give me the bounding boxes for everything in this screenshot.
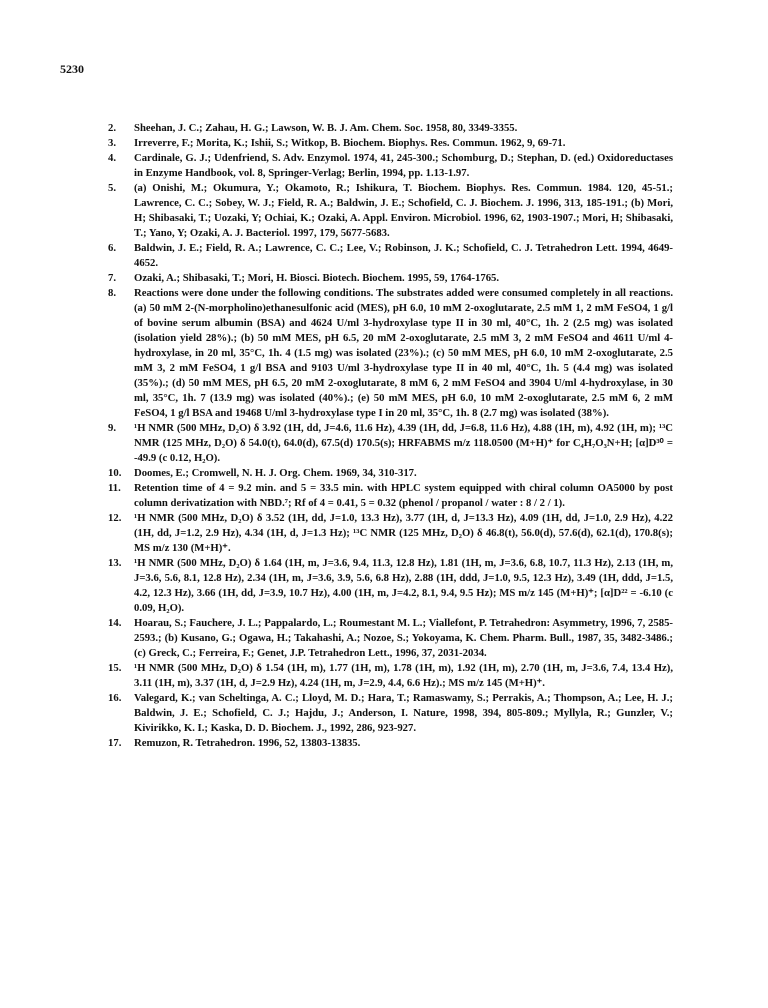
reference-number: 17. [108, 737, 122, 749]
reference-item [108, 466, 673, 481]
reference-item [108, 241, 673, 271]
reference-number: 12. [108, 512, 122, 524]
reference-number: 8. [108, 287, 117, 299]
reference-text: Baldwin, J. E.; Field, R. A.; Lawrence, C. C.; Lee, V.; Robinson, J. K.; Schofield, C. J. Tetrahedron Lett. 1994, 4649-4652. [134, 242, 673, 269]
reference-text: Reactions were done under the following conditions. The substrates added were consumed completely in all reactions. (a) 50 mM 2-(N-morpholino)ethanesulfonic acid (MES), pH 6.0, 10 mM 2-oxoglutarate, 2.5 mM 1, 2 mM FeSO4, 1 g/l of bovine serum albumin (BSA) and 4624 U/ml 3-hydroxylase type II in 30 ml, 40°C, 1h. 2 (2.5 mg) was isolated (isolation yield 28%).; (b) 50 mM MES, pH 6.5, 20 mM 2-oxoglutarate, 2.5 mM 3, 2 mM FeSO4 and 4611 U/ml 4-hydroxylase, in 20 ml, 35°C, 1h. 4 (1.5 mg) was isolated (23%).; (c) 50 mM MES, pH 6.0, 10 mM 2-oxoglutarate, 2.5 mM 3, 2 mM FeSO4, 1 g/l BSA and 9103 U/ml 3-hydroxylase type II in 40 ml, 40°C, 1h. 5 (4.4 mg) was isolated (35%).; (d) 50 mM MES, pH 6.5, 20 mM 2-oxoglutarate, 8 mM 6, 2 mM FeSO4 and 3904 U/ml 4-hydroxylase, in 30 ml, 35°C, 1h. 7 (13.9 mg) was isolated (40%).; (e) 50 mM MES, pH 6.0, 10 mM 2-oxoglutarate, 2.5 mM 6, 2 mM FeSO4, 1 g/l BSA and 19468 U/ml 3-hydroxylase type I in 20 ml, 35°C, 1h. 8 (2.7 mg) was isolated (38%). [134, 287, 673, 419]
reference-text: ¹H NMR (500 MHz, D₂O) δ 1.54 (1H, m), 1.77 (1H, m), 1.78 (1H, m), 1.92 (1H, m), 2.70 (1H, m, J=3.6, 7.4, 13.4 Hz), 3.11 (1H, m), 3.37 (1H, d, J=2.9 Hz), 4.24 (1H, m, J=2.9, 4.4, 6.6 Hz).; MS m/z 145 (M+H)⁺. [134, 662, 673, 689]
reference-text: Doomes, E.; Cromwell, N. H. J. Org. Chem. 1969, 34, 310-317. [134, 467, 417, 479]
reference-item [108, 661, 673, 691]
page-number: 5230 [60, 62, 84, 76]
reference-item [108, 121, 673, 136]
reference-text: Retention time of 4 = 9.2 min. and 5 = 33.5 min. with HPLC system equipped with chiral column OA5000 by post column derivatization with NBD.⁷; Rf of 4 = 0.41, 5 = 0.32 (phenol / propanol / water : 8 / 2 / 1). [134, 482, 673, 509]
reference-item [108, 511, 673, 556]
reference-item [108, 481, 673, 511]
reference-text: Sheehan, J. C.; Zahau, H. G.; Lawson, W. B. J. Am. Chem. Soc. 1958, 80, 3349-3355. [134, 122, 518, 134]
reference-text: Hoarau, S.; Fauchere, J. L.; Pappalardo, L.; Roumestant M. L.; Viallefont, P. Tetrahedron: Asymmetry, 1996, 7, 2585-2593.; (b) Kusano, G.; Ogawa, H.; Takahashi, A.; Nozoe, S.; Yokoyama, K. Chem. Pharm. Bull., 1987, 35, 3482-3486.; (c) Greck, C.; Ferreira, F.; Genet, J.P. Tetrahedron Lett., 1996, 37, 2031-2034. [134, 617, 673, 659]
reference-list [108, 121, 673, 751]
reference-item [108, 151, 673, 181]
reference-item [108, 556, 673, 616]
reference-number: 10. [108, 467, 122, 479]
reference-item [108, 136, 673, 151]
reference-text: ¹H NMR (500 MHz, D₂O) δ 3.92 (1H, dd, J=4.6, 11.6 Hz), 4.39 (1H, dd, J=6.8, 11.6 Hz), 4.88 (1H, m), 4.92 (1H, m); ¹³C NMR (125 MHz, D₂O) δ 54.0(t), 64.0(d), 67.5(d) 170.5(s); HRFABMS m/z 118.0500 (M+H)⁺ for C₄H₇O₃N+H; [α]D³⁰ = -49.9 (c 0.12, H₂O). [134, 422, 673, 464]
reference-item [108, 616, 673, 661]
reference-text: Ozaki, A.; Shibasaki, T.; Mori, H. Biosci. Biotech. Biochem. 1995, 59, 1764-1765. [134, 272, 500, 284]
reference-text: ¹H NMR (500 MHz, D₂O) δ 1.64 (1H, m, J=3.6, 9.4, 11.3, 12.8 Hz), 1.81 (1H, m, J=3.6, 6.8, 10.7, 11.3 Hz), 2.13 (1H, m, J=3.6, 5.6, 8.1, 12.8 Hz), 2.34 (1H, m, J=3.6, 3.9, 5.6, 6.8 Hz), 2.88 (1H, ddd, J=1.0, 9.5, 12.3 Hz), 3.49 (1H, ddd, J=1.5, 4.2, 12.3 Hz), 3.66 (1H, dd, J=3.9, 10.7 Hz), 4.00 (1H, m, J=4.2, 8.1, 9.4, 9.5 Hz); MS m/z 145 (M+H)⁺; [α]D²² = -6.10 (c 0.09, H₂O). [134, 557, 673, 614]
reference-number: 4. [108, 152, 117, 164]
reference-number: 3. [108, 137, 117, 149]
reference-number: 9. [108, 422, 117, 434]
reference-number: 2. [108, 122, 117, 134]
reference-number: 15. [108, 662, 122, 674]
reference-text: Valegard, K.; van Scheltinga, A. C.; Lloyd, M. D.; Hara, T.; Ramaswamy, S.; Perrakis, A.; Thompson, A.; Lee, H. J.; Baldwin, J. E.; Schofield, C. J.; Hajdu, J.; Anderson, I. Nature, 1998, 394, 805-809.; Myllyla, R.; Gunzler, V.; Kivirikko, K. I.; Kaska, D. D. Biochem. J., 1992, 286, 923-927. [134, 692, 673, 734]
reference-number: 11. [108, 482, 121, 494]
reference-number: 13. [108, 557, 122, 569]
reference-number: 14. [108, 617, 122, 629]
reference-number: 6. [108, 242, 117, 254]
reference-text: Cardinale, G. J.; Udenfriend, S. Adv. Enzymol. 1974, 41, 245-300.; Schomburg, D.; Stephan, D. (ed.) Oxidoreductases in Enzyme Handbook, vol. 8, Springer-Verlag; Berlin, 1994, pp. 1.13-1.97. [134, 152, 673, 179]
reference-text: (a) Onishi, M.; Okumura, Y.; Okamoto, R.; Ishikura, T. Biochem. Biophys. Res. Commun. 1984. 120, 45-51.; Lawrence, C. C.; Sobey, W. J.; Field, R. A.; Baldwin, J. E.; Schofield, C. J. Biochem. J. 1996, 313, 185-191.; (b) Mori, H; Shibasaki, T.; Uozaki, Y; Ochiai, K.; Ozaki, A. Appl. Environ. Microbiol. 1996, 62, 1903-1907.; Mori, H; Shibasaki, T.; Yano, Y; Ozaki, A. J. Bacteriol. 1997, 179, 5677-5683. [134, 182, 673, 239]
reference-item [108, 286, 673, 421]
reference-number: 7. [108, 272, 117, 284]
reference-text: ¹H NMR (500 MHz, D₂O) δ 3.52 (1H, dd, J=1.0, 13.3 Hz), 3.77 (1H, d, J=13.3 Hz), 4.09 (1H, dd, J=1.0, 2.9 Hz), 4.22 (1H, dd, J=1.2, 2.9 Hz), 4.34 (1H, d, J=1.3 Hz); ¹³C NMR (125 MHz, D₂O) δ 46.8(t), 56.0(d), 57.6(d), 62.1(d), 170.8(s); MS m/z 130 (M+H)⁺. [134, 512, 673, 554]
reference-text: Irreverre, F.; Morita, K.; Ishii, S.; Witkop, B. Biochem. Biophys. Res. Commun. 1962, 9, 69-71. [134, 137, 566, 149]
reference-number: 5. [108, 182, 117, 194]
reference-number: 16. [108, 692, 122, 704]
reference-item [108, 181, 673, 241]
reference-item [108, 271, 673, 286]
reference-text: Remuzon, R. Tetrahedron. 1996, 52, 13803-13835. [134, 737, 361, 749]
reference-item [108, 691, 673, 736]
reference-item [108, 421, 673, 466]
reference-item [108, 736, 673, 751]
